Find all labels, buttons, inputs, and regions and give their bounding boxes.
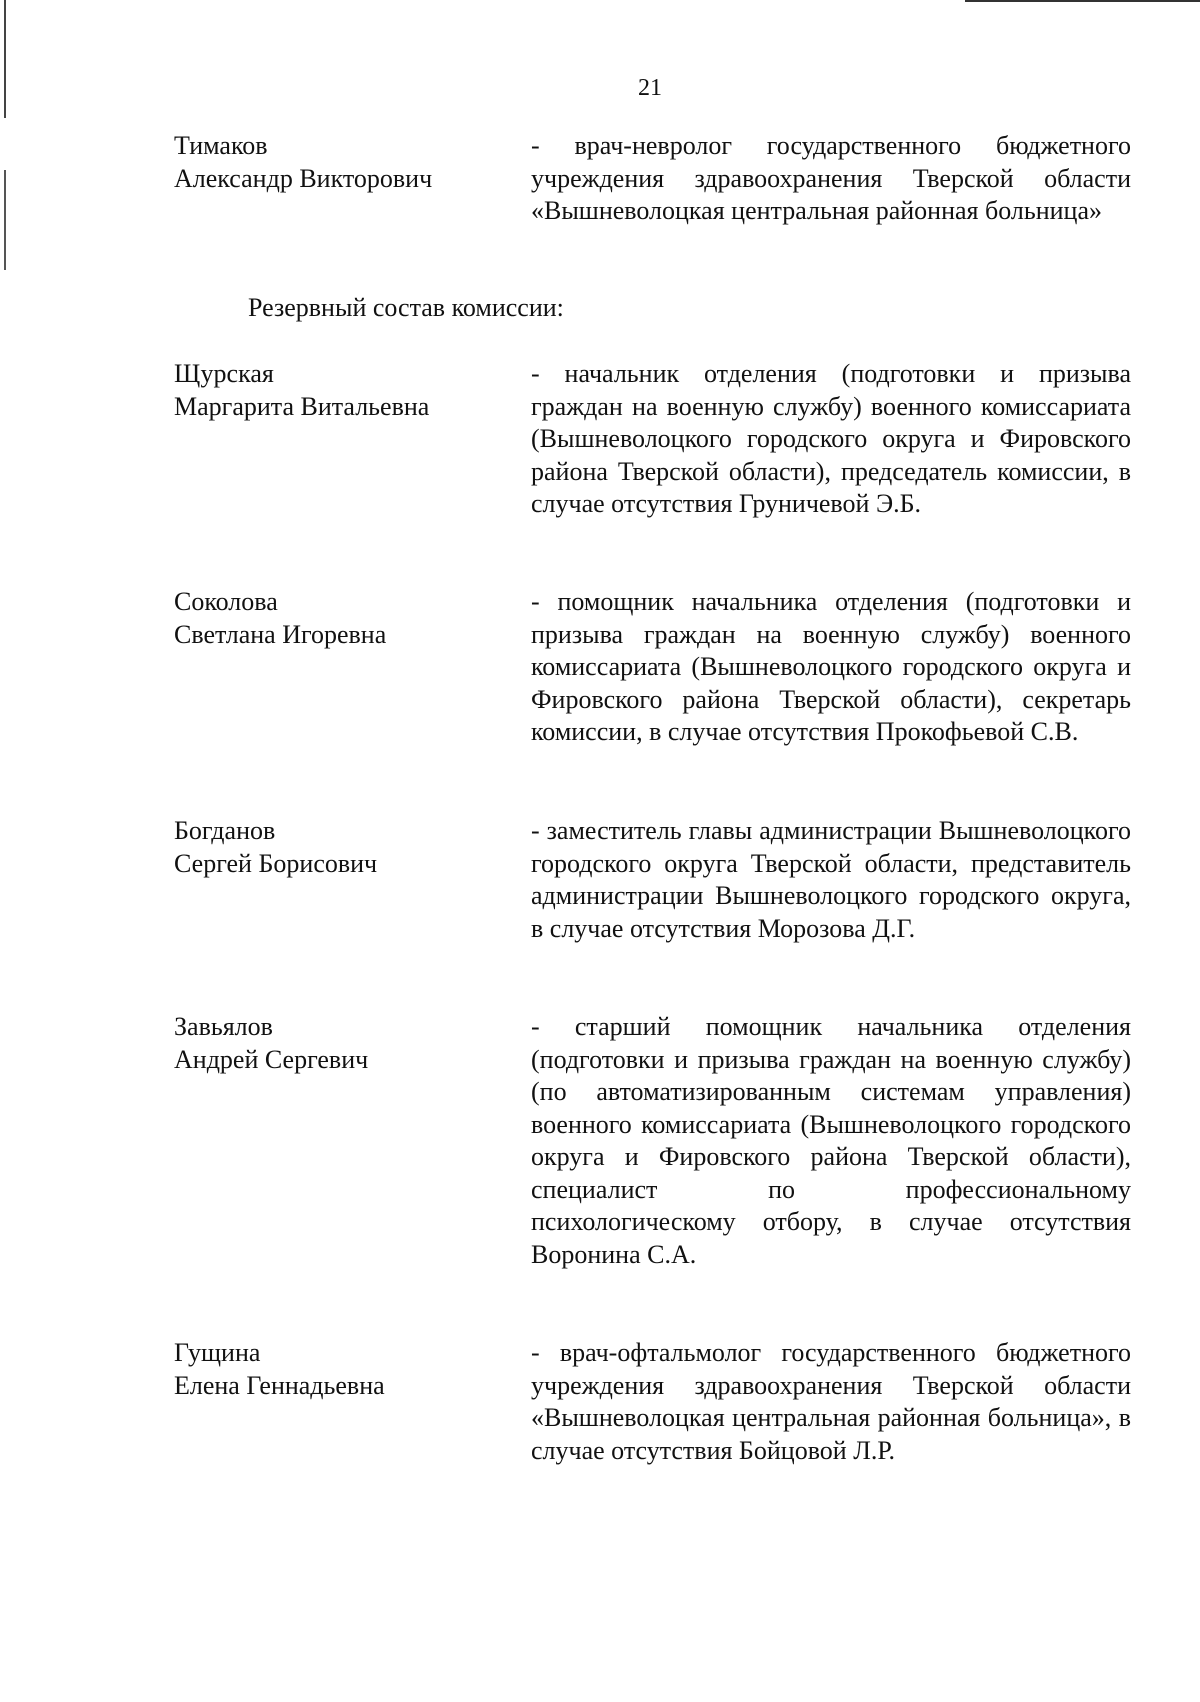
member-surname: Щурская: [174, 359, 274, 388]
member-surname: Завьялов: [174, 1012, 273, 1041]
member-surname: Гущина: [174, 1338, 261, 1367]
member-name: [174, 815, 377, 880]
member-name: [174, 1011, 368, 1076]
scan-artifact-line: [4, 170, 6, 270]
member-description: - начальник отделения (подготовки и призыва граждан на военную службу) военного комиссариата (Вышневолоцкого городского округа и Фировского района Тверской области), председатель комиссии, в случае отсутствия Груничевой Э.Б.: [531, 359, 1131, 518]
member-name: [174, 1337, 385, 1402]
member-name: [174, 586, 386, 651]
section-heading: Резервный состав комиссии:: [248, 293, 564, 322]
member-name: [174, 358, 429, 423]
page-number: 21: [638, 75, 662, 101]
member-given-names: Елена Геннадьевна: [174, 1370, 385, 1400]
member-surname: Богданов: [174, 816, 276, 845]
member-given-names: Светлана Игоревна: [174, 619, 387, 649]
member-given-names: Сергей Борисович: [174, 848, 378, 878]
member-given-names: Александр Викторович: [174, 163, 433, 193]
member-given-names: Андрей Сергевич: [174, 1044, 369, 1074]
member-description: - помощник начальника отделения (подготовки и призыва граждан на военную службу) военного комиссариата (Вышневолоцкого городского округа и Фировского района Тверской области), секретарь комиссии, в случае отсутствия Прокофьевой С.В.: [531, 587, 1131, 746]
member-description: - врач-офтальмолог государственного бюджетного учреждения здравоохранения Тверской области «Вышневолоцкая центральная районная больница», в случае отсутствия Бойцовой Л.Р.: [531, 1338, 1131, 1465]
member-surname: Тимаков: [174, 131, 268, 160]
member-given-names: Маргарита Витальевна: [174, 391, 430, 421]
member-description: - врач-невролог государственного бюджетного учреждения здравоохранения Тверской области «Вышневолоцкая центральная районная больница»: [531, 131, 1131, 225]
member-name: [174, 130, 432, 195]
member-surname: Соколова: [174, 587, 278, 616]
member-description: - старший помощник начальника отделения (подготовки и призыва граждан на военную службу) (по автоматизированным системам управления) военного комиссариата (Вышневолоцкого городского округа и Фировского района Тверской области), специалист по профессиональному психологическому отбору, в случае отсутствия Воронина С.А.: [531, 1012, 1131, 1269]
scan-artifact-line: [965, 0, 1200, 2]
member-description: - заместитель главы администрации Вышневолоцкого городского округа Тверской области, представитель администрации Вышневолоцкого городского округа, в случае отсутствия Морозова Д.Г.: [531, 816, 1131, 943]
